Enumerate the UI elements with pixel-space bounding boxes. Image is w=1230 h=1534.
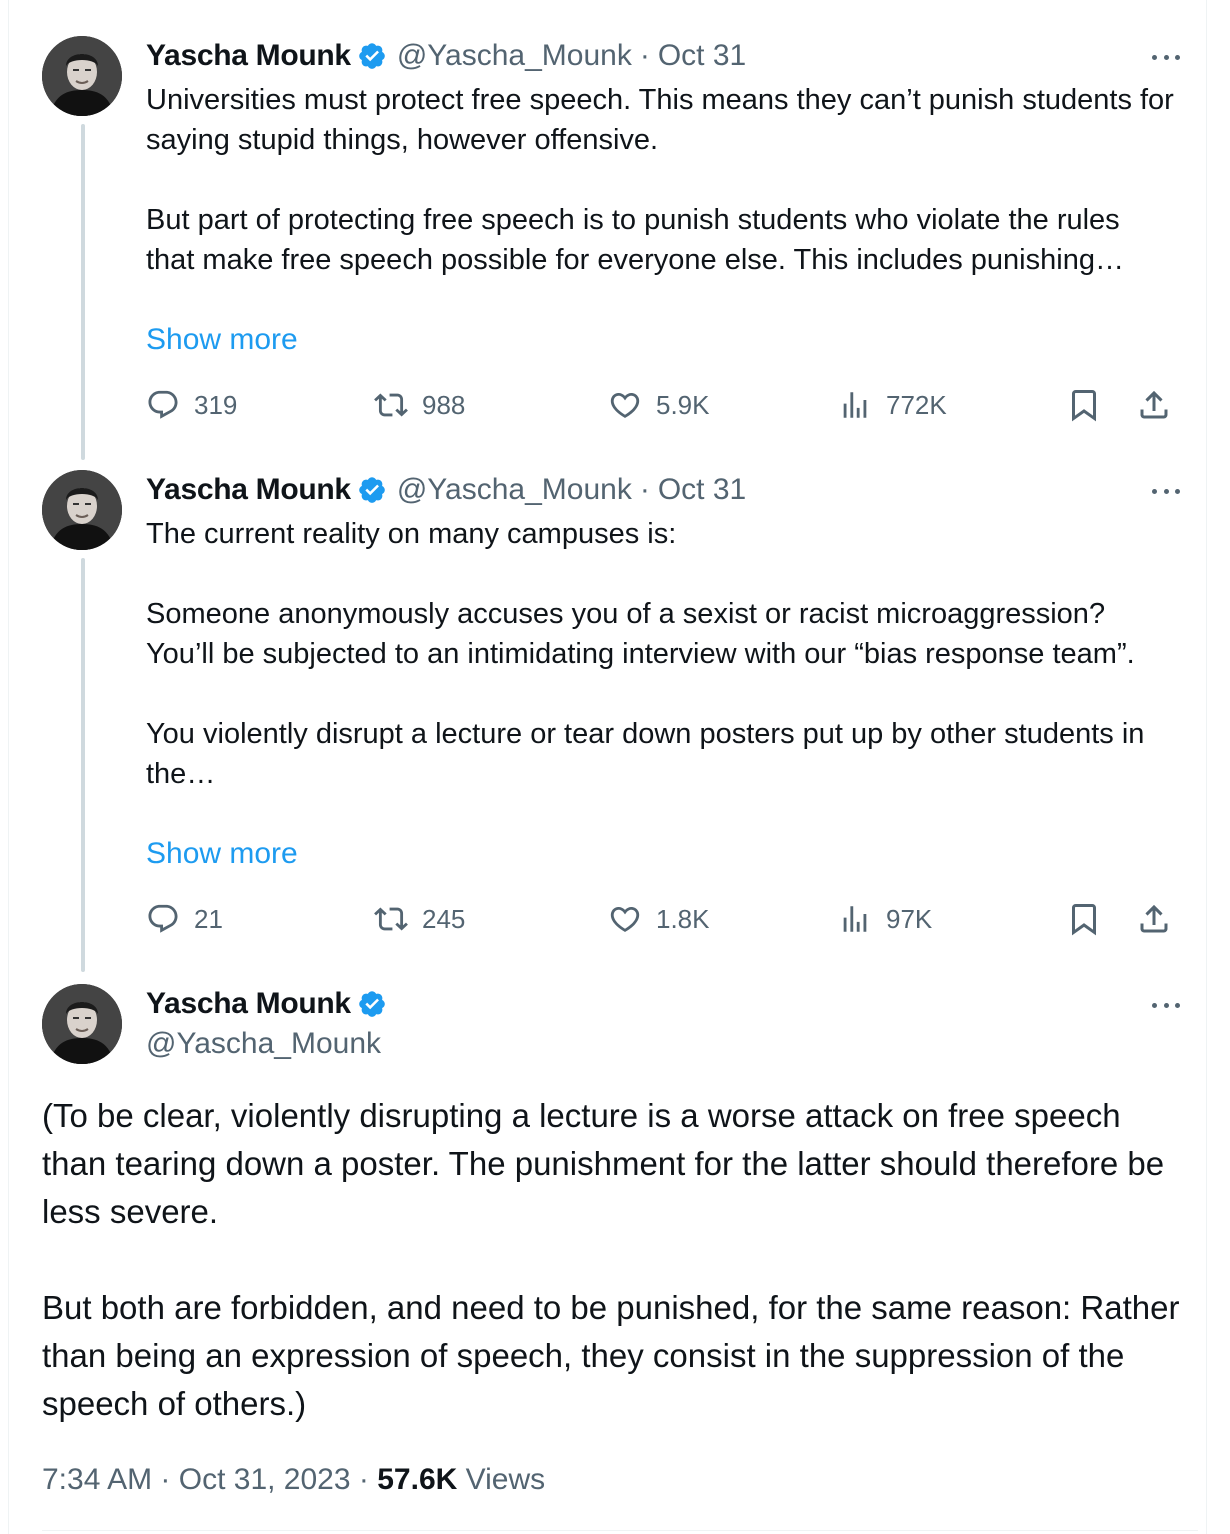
reply-icon xyxy=(146,902,180,936)
reply-count: 21 xyxy=(194,903,223,934)
thread-connector xyxy=(81,124,85,460)
avatar[interactable] xyxy=(42,984,122,1064)
author-handle[interactable]: @Yascha_Mounk xyxy=(396,473,632,506)
like-button[interactable] xyxy=(608,899,710,939)
thread-connector xyxy=(81,558,85,972)
author-name[interactable]: Yascha Mounk xyxy=(146,39,351,72)
verified-badge-icon xyxy=(357,41,387,71)
tweet-header xyxy=(146,36,746,76)
bookmark-icon[interactable] xyxy=(1066,387,1102,423)
share-icon[interactable] xyxy=(1136,901,1172,937)
repost-count: 245 xyxy=(422,903,466,934)
author-handle[interactable]: @Yascha_Mounk xyxy=(146,1027,382,1060)
repost-button[interactable] xyxy=(374,899,465,939)
separator-dot: · xyxy=(358,1463,369,1496)
views-icon xyxy=(838,902,872,936)
views-button[interactable] xyxy=(838,899,932,939)
separator-dot: · xyxy=(160,1463,171,1496)
like-count: 5.9K xyxy=(656,389,710,420)
tweet-text: (To be clear, violently disrupting a lecture is a worse attack on free speech than tearing down a poster. The punishment for the latter should therefore be less severe. But both are forbidden, and need to be punished, for the same reason: Rather than being an expression of speech, they consist in the suppression of the speech of others.) xyxy=(42,1097,1180,1422)
bookmark-icon[interactable] xyxy=(1066,901,1102,937)
more-options-icon[interactable] xyxy=(1146,990,1186,1020)
repost-button[interactable] xyxy=(374,385,465,425)
tweet-text: The current reality on many campuses is: Someone anonymously accuses you of a sexist or racist microaggression? You’ll be subjected to an intimidating interview with our “bias response team”. You violently disrupt a lecture or tear down posters put up by other students in the… xyxy=(146,518,1145,790)
verified-badge-icon xyxy=(357,989,387,1019)
share-icon[interactable] xyxy=(1136,387,1172,423)
tweet-header xyxy=(146,984,397,1024)
like-icon xyxy=(608,388,642,422)
tweet-date[interactable]: Oct 31 xyxy=(657,473,747,506)
reply-count: 319 xyxy=(194,389,238,420)
tweet-actions xyxy=(146,385,1176,425)
views-count: 772K xyxy=(886,389,947,420)
avatar[interactable] xyxy=(42,470,122,550)
separator-dot: · xyxy=(639,39,650,72)
reply-button[interactable] xyxy=(146,385,237,425)
tweet-actions xyxy=(146,899,1176,939)
like-count: 1.8K xyxy=(656,903,710,934)
reply-icon xyxy=(146,388,180,422)
repost-icon xyxy=(374,388,408,422)
tweet-date[interactable]: Oct 31 xyxy=(657,39,747,72)
repost-count: 988 xyxy=(422,389,466,420)
separator-dot: · xyxy=(639,473,650,506)
tweet-header xyxy=(146,470,746,510)
tweet-text: Universities must protect free speech. This means they can’t punish students for saying stupid things, however offensive. But part of protecting free speech is to punish students who violate the rules that make free speech possible for everyone else. This includes punishing… xyxy=(146,84,1174,276)
author-name[interactable]: Yascha Mounk xyxy=(146,473,351,506)
tweet-time[interactable]: 7:34 AM xyxy=(42,1463,153,1496)
more-options-icon[interactable] xyxy=(1146,42,1186,72)
views-total: 57.6K xyxy=(377,1463,458,1496)
views-icon xyxy=(838,388,872,422)
show-more-link[interactable]: Show more xyxy=(146,837,298,870)
more-options-icon[interactable] xyxy=(1146,476,1186,506)
repost-icon xyxy=(374,902,408,936)
like-button[interactable] xyxy=(608,385,710,425)
views-count: 97K xyxy=(886,903,933,934)
like-icon xyxy=(608,902,642,936)
tweet-meta xyxy=(42,1460,545,1500)
divider xyxy=(42,1530,1198,1531)
avatar[interactable] xyxy=(42,36,122,116)
views-label: Views xyxy=(465,1463,546,1496)
reply-button[interactable] xyxy=(146,899,223,939)
author-name[interactable]: Yascha Mounk xyxy=(146,987,351,1020)
views-button[interactable] xyxy=(838,385,947,425)
author-handle[interactable]: @Yascha_Mounk xyxy=(396,39,632,72)
show-more-link[interactable]: Show more xyxy=(146,323,298,356)
verified-badge-icon xyxy=(357,475,387,505)
tweet-full-date[interactable]: Oct 31, 2023 xyxy=(178,1463,351,1496)
